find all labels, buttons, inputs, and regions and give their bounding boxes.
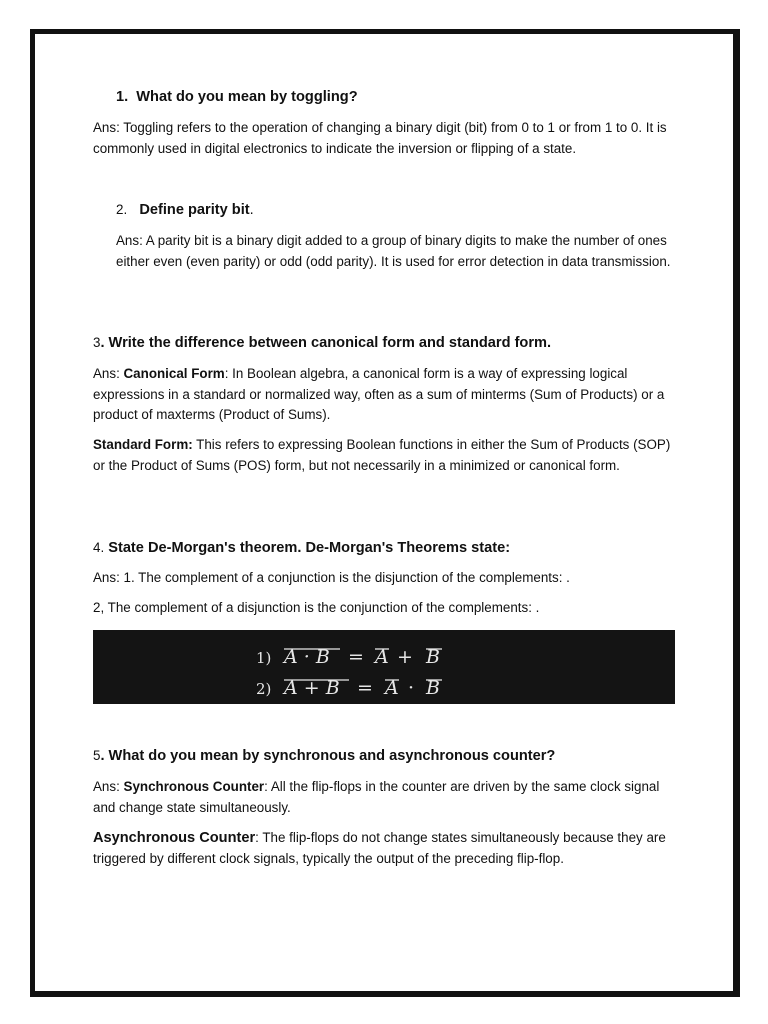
answer-4-line-1: Ans: 1. The complement of a conjunction is the disjunction of the complements: . [93, 570, 570, 585]
formula-1-lhs: A · B [284, 646, 330, 668]
standard-form-text: This refers to expressing Boolean functions in either the Sum of Products (SOP) or the Product of Sums (POS) form, but not necessarily in a minimized or canonical form. [93, 437, 671, 473]
question-2-number: 2. [116, 202, 128, 217]
question-3-number: 3 [93, 335, 101, 350]
asynchronous-counter-label: Asynchronous Counter [93, 830, 256, 846]
answer-3-standard [93, 435, 679, 476]
standard-form-label: Standard Form: [93, 437, 193, 452]
formula-1-equals: = [348, 646, 364, 668]
answer-3-prefix: Ans: [93, 366, 124, 381]
question-5-heading [93, 746, 679, 767]
formula-1-a: A [375, 646, 389, 668]
question-2-title: Define parity bit [139, 202, 250, 218]
answer-4-line-2: 2, The complement of a disjunction is the conjunction of the complements: . [93, 600, 540, 615]
formula-2-number: 2) [256, 680, 272, 698]
question-1-heading [116, 87, 676, 108]
canonical-form-text: : In Boolean algebra, a canonical form is a way of expressing logical expressions in a standard or normalized way, often as a sum of minterms (Sum of Products) or a product of maxterms (Product of Sums). [93, 366, 665, 422]
answer-3-canonical [93, 364, 679, 426]
answer-5-asynchronous [93, 828, 679, 869]
answer-1: Ans: Toggling refers to the operation of changing a binary digit (bit) from 0 to 1 or from 1 to 0. It is commonly used in digital electronics to indicate the inversion or flipping of a state. [93, 120, 667, 156]
synchronous-counter-label: Synchronous Counter [123, 779, 265, 794]
synchronous-counter-text: : All the flip-flops in the counter are driven by the same clock signal and change state simultaneously. [93, 779, 660, 815]
formula-1-op: + [397, 646, 413, 668]
answer-5-prefix: Ans: [93, 779, 124, 794]
formula-2-equals: = [357, 677, 373, 699]
answer-5-synchronous [93, 777, 679, 818]
question-4-title: State De-Morgan's theorem. De-Morgan's Theorems state: [104, 540, 511, 556]
question-3-title: . Write the difference between canonical form and standard form. [100, 335, 552, 351]
formula-2-op: · [408, 677, 415, 699]
formula-2-lhs: A + B [284, 677, 340, 699]
formula-1-number: 1) [256, 649, 272, 667]
question-1-title: What do you mean by toggling? [136, 89, 358, 105]
de-morgan-formula-image [93, 630, 675, 704]
question-4-heading [93, 538, 679, 559]
question-2-heading [116, 200, 676, 221]
question-2-title-suffix: . [249, 202, 254, 218]
formula-2-a: A [385, 677, 399, 699]
question-1-number: 1. [116, 89, 129, 105]
answer-2: Ans: A parity bit is a binary digit added to a group of binary digits to make the number of ones either even (even parity) or odd (odd parity). It is used for error detection in data transmission. [116, 233, 671, 269]
formula-1-b: B [426, 646, 440, 668]
question-3-heading [93, 333, 679, 354]
question-5-title: . What do you mean by synchronous and asynchronous counter? [100, 748, 556, 764]
question-4-number: 4. [93, 540, 105, 555]
asynchronous-counter-text: : The flip-flops do not change states simultaneously because they are triggered by different clock signals, typically the output of the preceding flip-flop. [93, 830, 666, 866]
question-5-number: 5 [93, 748, 101, 763]
formula-2-b: B [426, 677, 440, 699]
canonical-form-label: Canonical Form [123, 366, 225, 381]
